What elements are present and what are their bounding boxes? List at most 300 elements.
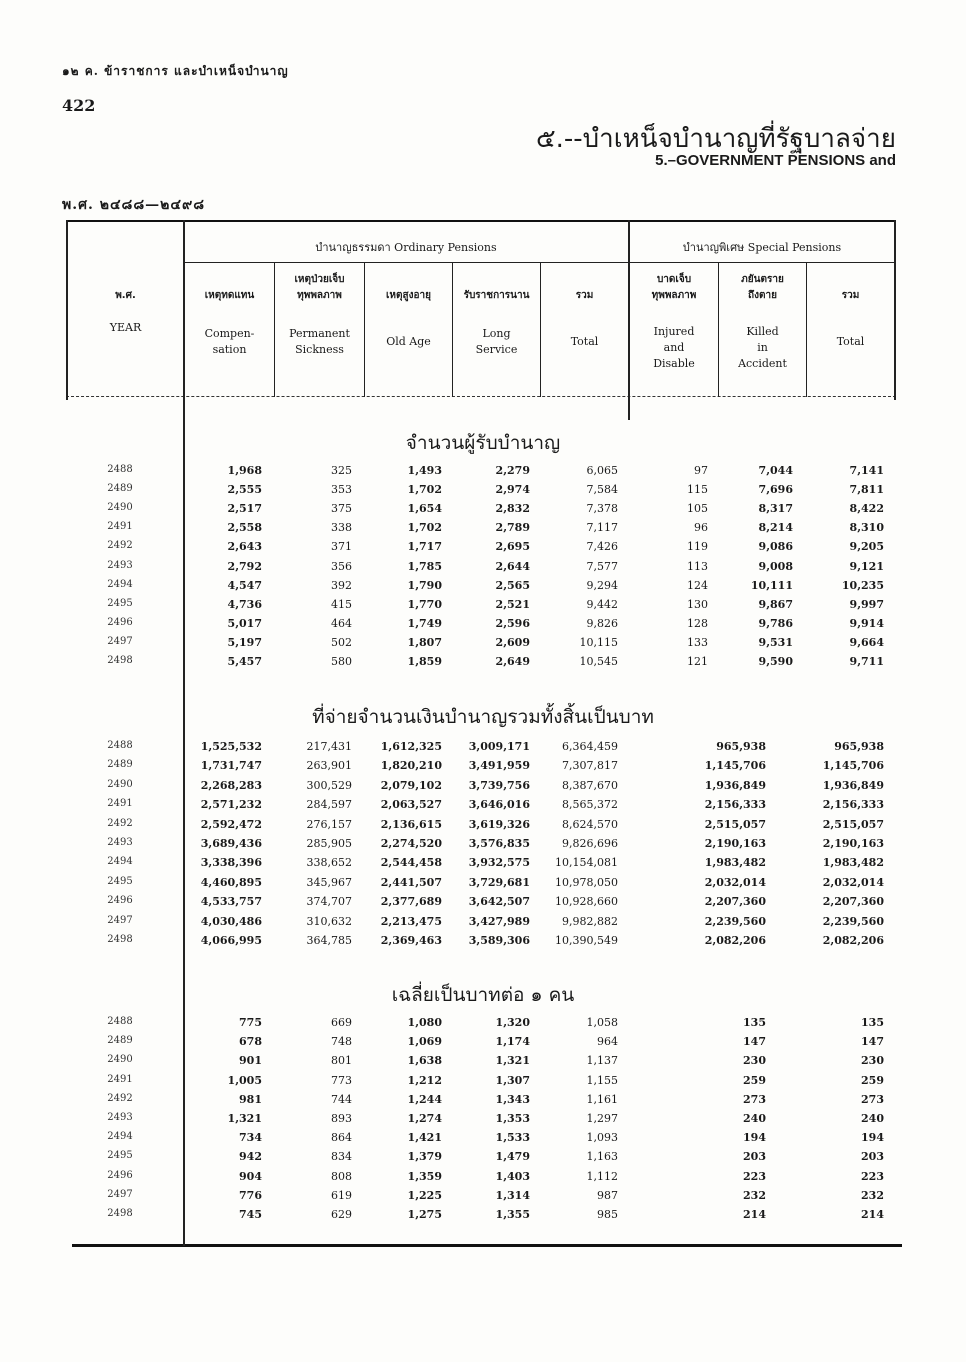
- table-row: [0, 915, 966, 934]
- col-old-age: [365, 288, 452, 350]
- col-sickness-en1: Permanent: [289, 327, 350, 340]
- value-cell-c1: 2,555: [227, 483, 262, 497]
- section-amount-heading: ที่จ่ายจำนวนเงินบำนาญรวมทั้งสิ้นเป็นบาท: [312, 706, 654, 728]
- table-row: [0, 560, 966, 579]
- table-row: [0, 502, 966, 521]
- value-cell-c4: 1,403: [495, 1169, 530, 1183]
- value-cell-c7: 10,111: [750, 578, 793, 592]
- value-cell-c5: 10,115: [579, 635, 618, 649]
- year-cell: 2489: [107, 1035, 133, 1047]
- col-sickness: [275, 272, 364, 358]
- value-cell-c3: 1,717: [407, 540, 442, 554]
- value-cell-c6: 113: [687, 559, 708, 573]
- value-cell-c3: 1,225: [407, 1188, 442, 1202]
- value-cell-c3: 2,136,615: [380, 817, 442, 831]
- value-cell-c1: 1,005: [227, 1073, 262, 1087]
- value-cell-c7: 7,044: [758, 464, 793, 477]
- value-cell-c5: 7,307,817: [562, 759, 618, 773]
- value-cell-c5: 1,163: [586, 1150, 618, 1164]
- col-injured-th2: ทุพพลภาพ: [651, 290, 697, 301]
- table-row: [0, 934, 966, 953]
- value-cell-c1: 1,731,747: [200, 759, 262, 773]
- value-cell-c1: 1,525,532: [200, 740, 262, 753]
- value-cell-c8: 7,141: [849, 464, 884, 477]
- value-cell-c5: 10,545: [579, 655, 618, 668]
- value-cell-c2: 371: [331, 540, 352, 554]
- value-cell-c2: 464: [331, 616, 352, 630]
- value-cell-c2: 284,597: [306, 798, 352, 812]
- year-cell: 2490: [107, 1054, 133, 1066]
- year-cell: 2494: [107, 1131, 133, 1143]
- value-cell-c8: 232: [861, 1188, 884, 1202]
- value-cell-c4: 3,576,835: [468, 837, 530, 850]
- table-row: [0, 483, 966, 502]
- year-cell: 2490: [107, 502, 133, 514]
- value-cell-c5: 8,565,372: [562, 798, 618, 812]
- year-cell: 2495: [107, 1150, 133, 1162]
- value-cell-c3: 1,069: [407, 1035, 442, 1049]
- value-cell-c4: 1,343: [495, 1092, 530, 1106]
- value-cell-c1: 1,968: [227, 464, 262, 477]
- value-cell-c67: 273: [743, 1092, 766, 1106]
- value-cell-c8: 9,711: [849, 655, 884, 668]
- value-cell-c6: 115: [687, 483, 708, 497]
- table-row: [0, 1189, 966, 1208]
- value-cell-c1: 745: [239, 1208, 262, 1221]
- value-cell-c6: 97: [694, 464, 708, 477]
- section-average-heading: เฉลี่ยเป็นบาทต่อ ๑ คน: [391, 984, 575, 1006]
- year-cell: 2496: [107, 895, 133, 907]
- value-cell-c2: 263,901: [306, 759, 352, 773]
- value-cell-c5: 7,117: [586, 521, 618, 535]
- value-cell-c67: 1,936,849: [704, 778, 766, 792]
- value-cell-c4: 1,320: [495, 1016, 530, 1029]
- year-cell: 2498: [107, 1208, 133, 1219]
- col-killed-en2: in: [757, 341, 768, 354]
- value-cell-c4: 2,789: [495, 521, 530, 535]
- table-title-english: 5.–GOVERNMENT PENSIONS and: [655, 152, 896, 169]
- value-cell-c6: 119: [687, 540, 708, 554]
- value-cell-c6: 121: [687, 655, 708, 668]
- value-cell-c3: 1,749: [407, 616, 442, 630]
- value-cell-c1: 5,457: [227, 655, 262, 668]
- value-cell-c5: 6,065: [586, 464, 618, 477]
- table-top-rule: [66, 220, 896, 222]
- value-cell-c8: 203: [861, 1150, 884, 1164]
- value-cell-c8: 1,936,849: [822, 778, 884, 792]
- col-long-service-en1: Long: [482, 327, 511, 340]
- value-cell-c3: 1,275: [407, 1208, 442, 1221]
- value-cell-c2: 864: [331, 1131, 352, 1145]
- col-killed-en1: Killed: [746, 325, 779, 338]
- table-row: [0, 598, 966, 617]
- section-count-heading: จำนวนผู้รับบำนาญ: [405, 432, 561, 454]
- value-cell-c1: 4,030,486: [200, 914, 262, 928]
- value-cell-c1: 942: [239, 1150, 262, 1164]
- value-cell-c7: 9,086: [758, 540, 793, 554]
- value-cell-c5: 1,112: [586, 1169, 618, 1183]
- table-row: [0, 655, 966, 674]
- value-cell-c1: 901: [239, 1054, 262, 1068]
- year-cell: 2488: [107, 740, 133, 751]
- year-cell: 2492: [107, 540, 133, 552]
- col-old-age-th: เหตุสูงอายุ: [386, 290, 431, 301]
- table-row: [0, 1131, 966, 1150]
- value-cell-c3: 1,785: [407, 559, 442, 573]
- value-cell-c3: 2,274,520: [380, 837, 442, 850]
- value-cell-c2: 375: [331, 502, 352, 516]
- value-cell-c7: 9,867: [758, 597, 793, 611]
- value-cell-c1: 3,338,396: [200, 856, 262, 870]
- col-sickness-en2: Sickness: [295, 343, 344, 356]
- year-cell: 2498: [107, 934, 133, 945]
- value-cell-c67: 223: [743, 1169, 766, 1183]
- value-cell-c2: 364,785: [306, 934, 352, 947]
- value-cell-c4: 1,307: [495, 1073, 530, 1087]
- col-compensation-en2: sation: [212, 343, 247, 356]
- value-cell-c1: 5,197: [227, 635, 262, 649]
- value-cell-c3: 1,274: [407, 1112, 442, 1125]
- value-cell-c3: 1,702: [407, 521, 442, 535]
- value-cell-c5: 1,093: [586, 1131, 618, 1145]
- value-cell-c1: 981: [239, 1092, 262, 1106]
- year-cell: 2496: [107, 1169, 133, 1181]
- col-killed-th2: ถึงตาย: [748, 290, 777, 301]
- value-cell-c6: 124: [687, 578, 708, 592]
- col-ordinary-total-th: รวม: [575, 290, 594, 301]
- value-cell-c3: 1,820,210: [380, 759, 442, 773]
- value-cell-c3: 1,379: [407, 1150, 442, 1164]
- value-cell-c1: 3,689,436: [200, 837, 262, 850]
- value-cell-c8: 223: [861, 1169, 884, 1183]
- value-cell-c2: 834: [331, 1150, 352, 1164]
- value-cell-c7: 8,317: [758, 502, 793, 516]
- table-row: [0, 579, 966, 598]
- col-special-total-th: รวม: [841, 290, 860, 301]
- table-row: [0, 1016, 966, 1035]
- value-cell-c1: 2,558: [227, 521, 262, 535]
- group-ordinary: บำนาญธรรมดา Ordinary Pensions: [315, 241, 497, 254]
- value-cell-c3: 1,359: [407, 1169, 442, 1183]
- value-cell-c4: 1,479: [495, 1150, 530, 1164]
- group-special: บำนาญพิเศษ Special Pensions: [682, 241, 842, 254]
- value-cell-c3: 1,807: [407, 635, 442, 649]
- col-compensation-th: เหตุทดแทน: [204, 290, 255, 301]
- value-cell-c5: 8,624,570: [562, 817, 618, 831]
- value-cell-c1: 4,066,995: [200, 934, 262, 947]
- value-cell-c3: 2,369,463: [380, 934, 442, 947]
- year-cell: 2497: [107, 635, 133, 647]
- year-cell: 2491: [107, 521, 133, 533]
- table-row: [0, 779, 966, 798]
- col-injured-th1: บาดเจ็บ: [656, 274, 692, 285]
- value-cell-c67: 2,156,333: [704, 798, 766, 812]
- value-cell-c2: 773: [331, 1073, 352, 1087]
- value-cell-c2: 285,905: [306, 837, 352, 850]
- value-cell-c67: 2,190,163: [704, 837, 766, 850]
- value-cell-c1: 2,643: [227, 540, 262, 554]
- year-cell: 2495: [107, 875, 133, 887]
- value-cell-c1: 4,547: [227, 578, 262, 592]
- value-cell-c8: 965,938: [834, 740, 884, 753]
- col-year-th: พ.ศ.: [115, 290, 136, 301]
- value-cell-c4: 3,646,016: [468, 798, 530, 812]
- value-cell-c4: 2,279: [495, 464, 530, 477]
- value-cell-c2: 353: [331, 483, 352, 497]
- value-cell-c5: 1,155: [586, 1073, 618, 1087]
- value-cell-c67: 2,515,057: [704, 817, 766, 831]
- value-cell-c8: 9,205: [849, 540, 884, 554]
- value-cell-c8: 2,239,560: [822, 914, 884, 928]
- col-special-total: [807, 288, 894, 350]
- value-cell-c3: 2,079,102: [380, 778, 442, 792]
- value-cell-c67: 240: [743, 1112, 766, 1125]
- value-cell-c3: 1,612,325: [380, 740, 442, 753]
- value-cell-c2: 415: [331, 597, 352, 611]
- value-cell-c7: 9,531: [758, 635, 793, 649]
- value-cell-c5: 6,364,459: [562, 740, 618, 753]
- table-row: [0, 1035, 966, 1054]
- value-cell-c8: 2,515,057: [822, 817, 884, 831]
- col-injured: [630, 272, 718, 372]
- value-cell-c3: 1,859: [407, 655, 442, 668]
- year-cell: 2489: [107, 483, 133, 495]
- value-cell-c2: 502: [331, 635, 352, 649]
- value-cell-c1: 5,017: [227, 616, 262, 630]
- year-cell: 2496: [107, 616, 133, 628]
- header-bottom-rule: [66, 396, 896, 398]
- value-cell-c1: 775: [239, 1016, 262, 1029]
- col-ordinary-total-en: Total: [570, 335, 599, 348]
- value-cell-c67: 214: [743, 1208, 766, 1221]
- value-cell-c3: 1,244: [407, 1092, 442, 1106]
- value-cell-c8: 8,310: [849, 521, 884, 535]
- year-cell: 2491: [107, 798, 133, 810]
- col-injured-en1: Injured: [653, 325, 695, 338]
- value-cell-c4: 1,174: [495, 1035, 530, 1049]
- value-cell-c2: 338,652: [306, 856, 352, 870]
- col-long-service-th: รับราชการนาน: [463, 290, 530, 301]
- year-cell: 2488: [107, 464, 133, 475]
- value-cell-c4: 2,565: [495, 578, 530, 592]
- year-cell: 2495: [107, 597, 133, 609]
- value-cell-c1: 4,533,757: [200, 895, 262, 909]
- value-cell-c4: 1,314: [495, 1188, 530, 1202]
- year-cell: 2494: [107, 578, 133, 590]
- table-row: [0, 1093, 966, 1112]
- col-sickness-th1: เหตุป่วยเจ็บ: [294, 274, 345, 285]
- value-cell-c1: 776: [239, 1188, 262, 1202]
- value-cell-c8: 230: [861, 1054, 884, 1068]
- value-cell-c2: 374,707: [306, 895, 352, 909]
- col-compensation: [185, 288, 274, 358]
- value-cell-c5: 10,978,050: [555, 875, 618, 889]
- value-cell-c8: 2,207,360: [822, 895, 884, 909]
- value-cell-c1: 2,792: [227, 559, 262, 573]
- value-cell-c67: 230: [743, 1054, 766, 1068]
- table-row: [0, 1112, 966, 1131]
- table-row: [0, 1208, 966, 1227]
- value-cell-c1: 2,592,472: [200, 817, 262, 831]
- table-row: [0, 1054, 966, 1073]
- value-cell-c67: 203: [743, 1150, 766, 1164]
- value-cell-c67: 2,207,360: [704, 895, 766, 909]
- value-cell-c2: 392: [331, 578, 352, 592]
- col-killed-th1: ภยันตราย: [741, 274, 784, 285]
- value-cell-c8: 9,914: [849, 616, 884, 630]
- value-cell-c67: 1,145,706: [704, 759, 766, 773]
- year-cell: 2493: [107, 559, 133, 571]
- value-cell-c2: 893: [331, 1112, 352, 1125]
- value-cell-c4: 2,974: [495, 483, 530, 497]
- value-cell-c4: 2,521: [495, 597, 530, 611]
- value-cell-c2: 356: [331, 559, 352, 573]
- value-cell-c67: 194: [743, 1131, 766, 1145]
- value-cell-c5: 9,826: [586, 616, 618, 630]
- value-cell-c8: 240: [861, 1112, 884, 1125]
- value-cell-c5: 10,928,660: [555, 895, 618, 909]
- value-cell-c1: 2,517: [227, 502, 262, 516]
- table-row: [0, 759, 966, 778]
- running-head: ๑๒ ค. ข้าราชการ และบำเหน็จบำนาญ: [62, 64, 289, 78]
- value-cell-c2: 310,632: [306, 914, 352, 928]
- value-cell-c67: 2,032,014: [704, 875, 766, 889]
- value-cell-c67: 135: [743, 1016, 766, 1029]
- value-cell-c2: 744: [331, 1092, 352, 1106]
- value-cell-c2: 669: [331, 1016, 352, 1029]
- value-cell-c8: 214: [861, 1208, 884, 1221]
- value-cell-c4: 1,321: [495, 1054, 530, 1068]
- value-cell-c7: 8,214: [758, 521, 793, 535]
- value-cell-c4: 2,695: [495, 540, 530, 554]
- year-cell: 2492: [107, 1092, 133, 1104]
- value-cell-c2: 808: [331, 1169, 352, 1183]
- value-cell-c5: 7,426: [586, 540, 618, 554]
- col-long-service: [453, 288, 540, 358]
- value-cell-c8: 9,121: [849, 559, 884, 573]
- value-cell-c8: 1,983,482: [822, 856, 884, 870]
- value-cell-c2: 748: [331, 1035, 352, 1049]
- value-cell-c5: 1,161: [586, 1092, 618, 1106]
- page-number: 422: [62, 96, 96, 115]
- value-cell-c4: 1,533: [495, 1131, 530, 1145]
- value-cell-c1: 2,571,232: [200, 798, 262, 812]
- value-cell-c3: 1,493: [407, 464, 442, 477]
- table-row: [0, 636, 966, 655]
- table-row: [0, 617, 966, 636]
- table-bottom-rule: [72, 1244, 902, 1247]
- value-cell-c4: 3,729,681: [468, 875, 530, 889]
- value-cell-c3: 2,377,689: [380, 895, 442, 909]
- value-cell-c5: 987: [597, 1188, 618, 1202]
- value-cell-c6: 96: [694, 521, 708, 535]
- value-cell-c5: 7,577: [586, 559, 618, 573]
- year-cell: 2492: [107, 817, 133, 829]
- col-injured-en3: Disable: [653, 357, 695, 370]
- year-cell: 2489: [107, 759, 133, 771]
- value-cell-c8: 135: [861, 1016, 884, 1029]
- value-cell-c2: 217,431: [306, 740, 352, 753]
- value-cell-c3: 2,213,475: [380, 914, 442, 928]
- table-row: [0, 1150, 966, 1169]
- value-cell-c2: 801: [331, 1054, 352, 1068]
- col-year: [68, 288, 183, 336]
- value-cell-c3: 1,702: [407, 483, 442, 497]
- value-cell-c5: 7,378: [586, 502, 618, 516]
- table-row: [0, 818, 966, 837]
- value-cell-c5: 1,058: [586, 1016, 618, 1029]
- col-injured-en2: and: [663, 341, 685, 354]
- table-row: [0, 895, 966, 914]
- value-cell-c8: 8,422: [849, 502, 884, 516]
- table-row: [0, 521, 966, 540]
- value-cell-c5: 964: [597, 1035, 618, 1049]
- value-cell-c2: 300,529: [306, 778, 352, 792]
- table-row: [0, 740, 966, 759]
- rule-right: [894, 220, 896, 400]
- value-cell-c1: 734: [239, 1131, 262, 1145]
- value-cell-c3: 1,654: [407, 502, 442, 516]
- value-cell-c2: 619: [331, 1188, 352, 1202]
- value-cell-c6: 130: [687, 597, 708, 611]
- value-cell-c67: 2,239,560: [704, 914, 766, 928]
- value-cell-c2: 338: [331, 521, 352, 535]
- value-cell-c4: 3,642,507: [468, 895, 530, 909]
- value-cell-c67: 232: [743, 1188, 766, 1202]
- value-cell-c2: 325: [331, 464, 352, 477]
- value-cell-c8: 2,082,206: [822, 934, 884, 947]
- value-cell-c67: 259: [743, 1073, 766, 1087]
- value-cell-c8: 9,664: [849, 635, 884, 649]
- year-cell: 2497: [107, 1188, 133, 1200]
- value-cell-c3: 2,063,527: [380, 798, 442, 812]
- value-cell-c8: 259: [861, 1073, 884, 1087]
- col-killed: [719, 272, 806, 372]
- value-cell-c3: 1,770: [407, 597, 442, 611]
- col-special-total-en: Total: [836, 335, 865, 348]
- value-cell-c5: 9,826,696: [562, 837, 618, 850]
- year-cell: 2488: [107, 1016, 133, 1027]
- value-cell-c8: 194: [861, 1131, 884, 1145]
- value-cell-c4: 2,832: [495, 502, 530, 516]
- col-killed-en3: Accident: [738, 357, 787, 370]
- value-cell-c3: 1,790: [407, 578, 442, 592]
- value-cell-c8: 10,235: [841, 578, 884, 592]
- value-cell-c8: 273: [861, 1092, 884, 1106]
- value-cell-c4: 3,427,989: [468, 914, 530, 928]
- value-cell-c4: 2,644: [495, 559, 530, 573]
- value-cell-c5: 1,297: [586, 1112, 618, 1125]
- year-cell: 2491: [107, 1073, 133, 1085]
- value-cell-c8: 2,032,014: [822, 875, 884, 889]
- value-cell-c4: 1,353: [495, 1112, 530, 1125]
- table-row: [0, 1074, 966, 1093]
- table-row: [0, 837, 966, 856]
- year-cell: 2497: [107, 914, 133, 926]
- value-cell-c67: 1,983,482: [704, 856, 766, 870]
- value-cell-c4: 3,932,575: [468, 856, 530, 870]
- value-cell-c4: 1,355: [495, 1208, 530, 1221]
- year-cell: 2498: [107, 655, 133, 666]
- value-cell-c7: 9,008: [758, 559, 793, 573]
- table-row: [0, 856, 966, 875]
- year-cell: 2493: [107, 837, 133, 848]
- table-row: [0, 876, 966, 895]
- col-ordinary-total: [541, 288, 628, 350]
- value-cell-c5: 8,387,670: [562, 778, 618, 792]
- value-cell-c3: 1,638: [407, 1054, 442, 1068]
- table-row: [0, 540, 966, 559]
